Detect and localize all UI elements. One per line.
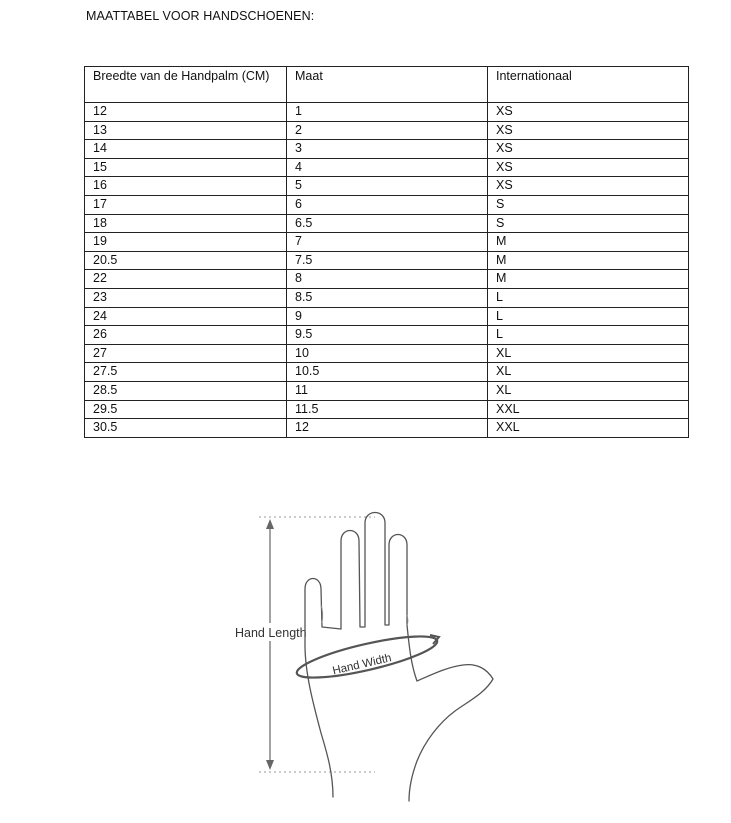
header-size: Maat <box>287 67 488 103</box>
cell-size: 2 <box>287 121 488 140</box>
cell-size: 9.5 <box>287 326 488 345</box>
cell-size: 3 <box>287 140 488 159</box>
cell-palm-width: 27.5 <box>85 363 287 382</box>
cell-size: 9 <box>287 307 488 326</box>
table-row <box>85 251 689 270</box>
cell-size: 6.5 <box>287 214 488 233</box>
table-row <box>85 158 689 177</box>
cell-palm-width: 18 <box>85 214 287 233</box>
table-row <box>85 344 689 363</box>
table-header-row <box>85 67 689 103</box>
header-international: Internationaal <box>488 67 689 103</box>
cell-size: 8.5 <box>287 288 488 307</box>
cell-palm-width: 28.5 <box>85 381 287 400</box>
cell-international: XS <box>488 140 689 159</box>
cell-size: 5 <box>287 177 488 196</box>
cell-international: XS <box>488 158 689 177</box>
table-row <box>85 307 689 326</box>
cell-international: XS <box>488 103 689 122</box>
table-row <box>85 419 689 438</box>
cell-international: M <box>488 233 689 252</box>
cell-palm-width: 27 <box>85 344 287 363</box>
table-row <box>85 326 689 345</box>
table-row <box>85 214 689 233</box>
cell-international: S <box>488 214 689 233</box>
length-arrow <box>266 519 274 770</box>
table-row <box>85 195 689 214</box>
cell-international: L <box>488 326 689 345</box>
page-title: MAATTABEL VOOR HANDSCHOENEN: <box>86 9 315 23</box>
table-row <box>85 270 689 289</box>
cell-size: 11 <box>287 381 488 400</box>
cell-international: XXL <box>488 400 689 419</box>
table-row <box>85 103 689 122</box>
cell-size: 8 <box>287 270 488 289</box>
hand-length-label: Hand Length <box>235 626 307 640</box>
hand-measure-diagram <box>225 505 515 823</box>
glove-size-table <box>84 66 689 438</box>
hand-width-label: Hand Width <box>331 652 393 678</box>
hand-outline <box>305 513 493 802</box>
cell-palm-width: 19 <box>85 233 287 252</box>
cell-palm-width: 13 <box>85 121 287 140</box>
cell-size: 10 <box>287 344 488 363</box>
table-body <box>85 103 689 438</box>
cell-palm-width: 26 <box>85 326 287 345</box>
table-row <box>85 233 689 252</box>
cell-size: 4 <box>287 158 488 177</box>
cell-international: XS <box>488 121 689 140</box>
cell-international: XL <box>488 381 689 400</box>
table-row <box>85 177 689 196</box>
cell-palm-width: 14 <box>85 140 287 159</box>
cell-palm-width: 17 <box>85 195 287 214</box>
cell-palm-width: 20.5 <box>85 251 287 270</box>
cell-size: 6 <box>287 195 488 214</box>
cell-size: 11.5 <box>287 400 488 419</box>
cell-international: L <box>488 288 689 307</box>
cell-palm-width: 30.5 <box>85 419 287 438</box>
cell-size: 12 <box>287 419 488 438</box>
table-row <box>85 363 689 382</box>
cell-international: M <box>488 251 689 270</box>
table-row <box>85 288 689 307</box>
cell-size: 1 <box>287 103 488 122</box>
cell-palm-width: 12 <box>85 103 287 122</box>
cell-international: XL <box>488 344 689 363</box>
table-row <box>85 121 689 140</box>
cell-size: 7 <box>287 233 488 252</box>
table-row <box>85 400 689 419</box>
cell-international: XXL <box>488 419 689 438</box>
table-row <box>85 381 689 400</box>
cell-palm-width: 29.5 <box>85 400 287 419</box>
cell-palm-width: 23 <box>85 288 287 307</box>
cell-palm-width: 16 <box>85 177 287 196</box>
cell-international: L <box>488 307 689 326</box>
cell-international: XL <box>488 363 689 382</box>
cell-international: XS <box>488 177 689 196</box>
cell-international: M <box>488 270 689 289</box>
table-row <box>85 140 689 159</box>
cell-palm-width: 15 <box>85 158 287 177</box>
cell-international: S <box>488 195 689 214</box>
cell-palm-width: 22 <box>85 270 287 289</box>
cell-size: 10.5 <box>287 363 488 382</box>
cell-palm-width: 24 <box>85 307 287 326</box>
cell-size: 7.5 <box>287 251 488 270</box>
header-palm-width: Breedte van de Handpalm (CM) <box>85 67 287 103</box>
